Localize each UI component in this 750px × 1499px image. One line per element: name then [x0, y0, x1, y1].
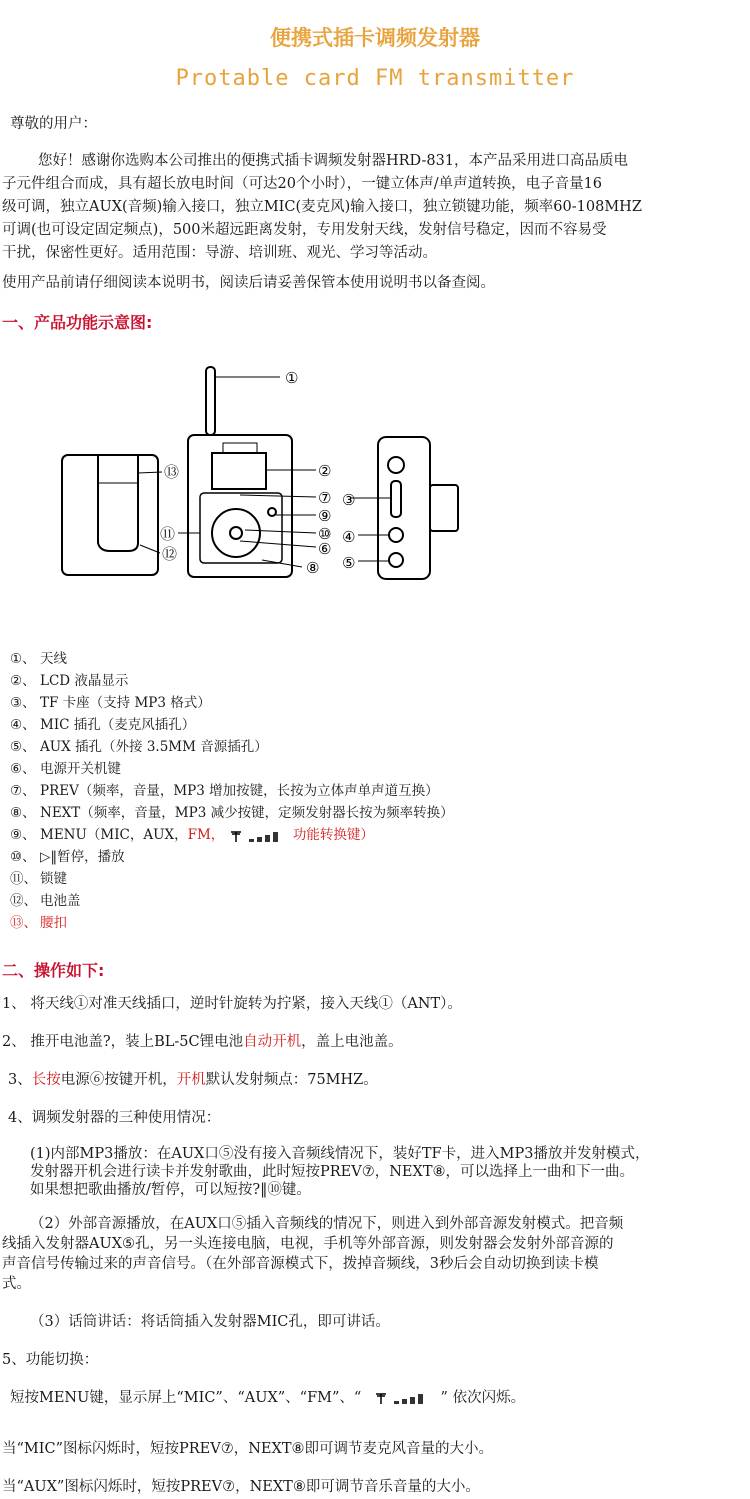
part-item: ③、 TF 卡座（支持 MP3 格式）: [10, 695, 211, 711]
callout-7: ⑦: [318, 489, 332, 507]
callout-3: ③: [342, 491, 356, 509]
callout-12: ⑫: [162, 545, 178, 563]
greeting: 尊敬的用户：: [10, 116, 97, 132]
part-item: ⑦、 PREV（频率，音量，MP3 增加按键，长按为立体声单声道互换）: [10, 783, 439, 799]
intro-line: 子元件组合而成，具有超长放电时间（可达20个小时），一键立体声/单声道转换，电子音量16: [2, 176, 603, 192]
callout-4: ④: [342, 528, 356, 546]
op-step-3: 3、长按电源⑥按键开机，开机默认发射频点：75MHZ。: [8, 1072, 378, 1088]
callout-13: ⑬: [164, 463, 180, 481]
op-step-4: 4、调频发射器的三种使用情况：: [8, 1110, 221, 1126]
section-2-heading: 二、操作如下:: [2, 961, 105, 980]
antenna: [206, 367, 215, 435]
part-item: ①、 天线: [10, 651, 67, 667]
op-step-5: 5、功能切换：: [2, 1352, 99, 1368]
part-item: ⑬、 腰扣: [10, 915, 67, 931]
part-item: ⑤、 AUX 插孔（外接 3.5MM 音源插孔）: [10, 739, 268, 755]
part-item: ⑫、 电池盖: [10, 893, 81, 909]
intro-line: 您好！感谢你选购本公司推出的便携式插卡调频发射器HRD-831，本产品采用进口高品质电: [38, 153, 629, 169]
mic-adjust-line: 当“MIC”图标闪烁时，短按PREV⑦，NEXT⑧即可调节麦克风音量的大小。: [2, 1441, 493, 1457]
part-item: ⑨、 MENU（MIC，AUX，FM， 功能转换键）: [10, 827, 374, 843]
part-item: ④、 MIC 插孔（麦克风插孔）: [10, 717, 196, 733]
side-view: [378, 437, 458, 579]
mode-2-line: （2）外部音源播放，在AUX口⑤插入音频线的情况下，则进入到外部音源发射模式。把音频: [30, 1216, 624, 1232]
part-item: ⑧、 NEXT（频率，音量，MP3 减少按键，定频发射器长按为频率转换）: [10, 805, 454, 821]
intro-line: 可调(也可设定固定频点)，500米超远距离发射，专用发射天线，发射信号稳定，因而不容易受: [2, 222, 607, 238]
aux-adjust-line: 当“AUX”图标闪烁时，短按PREV⑦，NEXT⑧即可调节音乐音量的大小。: [2, 1479, 480, 1495]
part-item: ⑥、 电源开关机键: [10, 761, 121, 777]
part-item: ②、 LCD 液晶显示: [10, 673, 129, 689]
callout-2: ②: [318, 462, 332, 480]
intro-line: 干扰，保密性更好。适用范围：导游、培训班、观光、学习等活动。: [2, 245, 437, 261]
callout-1: ①: [285, 369, 299, 387]
section-1-heading: 一、产品功能示意图:: [2, 313, 153, 332]
notice: 使用产品前请仔细阅读本说明书，阅读后请妥善保管本使用说明书以备查阅。: [2, 275, 495, 291]
callout-9: ⑨: [318, 507, 332, 525]
part-item: ⑩、 ▷‖暂停，播放: [10, 849, 125, 865]
mode-3: （3）话筒讲话：将话筒插入发射器MIC孔，即可讲话。: [30, 1314, 390, 1330]
title-en: Protable card FM transmitter: [175, 66, 575, 91]
mode-2-line: 声音信号传输过来的声音信号。（在外部音源模式下，拨掉音频线，3秒后会自动切换到读卡模: [2, 1256, 599, 1272]
mode-1-line: (1)内部MP3播放：在AUX口⑤没有接入音频线情况下，装好TF卡，进入MP3播放并发射模式，: [30, 1146, 650, 1162]
mode-2-line: 式。: [2, 1276, 31, 1292]
op-step-2: 2、 推开电池盖?，装上BL-5C锂电池自动开机，盖上电池盖。: [2, 1034, 403, 1050]
signal-strength-icon: [366, 1390, 436, 1406]
mode-2-line: 线插入发射器AUX⑤孔，另一头连接电脑，电视，手机等外部音源，则发射器会发射外部音源的: [2, 1236, 614, 1252]
part-item: ⑪、 锁键: [10, 871, 67, 887]
menu-switch-line: 短按MENU键，显示屏上“MIC”、“AUX”、“FM”、“ ” 依次闪烁。: [10, 1390, 526, 1406]
mode-1-line: 如果想把歌曲播放/暂停，可以短按?‖⑩键。: [30, 1182, 311, 1198]
callout-5: ⑤: [342, 554, 356, 572]
callout-6: ⑥: [318, 540, 332, 558]
main-body: [188, 435, 292, 577]
product-diagram: [40, 355, 480, 585]
signal-strength-icon: [229, 828, 289, 844]
intro-line: 级可调，独立AUX(音频)输入接口，独立MIC(麦克风)输入接口，独立锁键功能，频率60-108MHZ: [2, 199, 642, 215]
callout-11: ⑪: [160, 525, 176, 543]
callout-8: ⑧: [306, 559, 320, 577]
op-step-1: 1、 将天线①对准天线插口，逆时针旋转为拧紧，接入天线①（ANT）。: [2, 996, 462, 1012]
callout-10: ⑩: [318, 525, 332, 543]
title-cn: 便携式插卡调频发射器: [270, 26, 480, 50]
mode-1-line: 发射器开机会进行读卡并发射歌曲，此时短按PREV⑦，NEXT⑧，可以选择上一曲和下一曲。: [30, 1164, 634, 1180]
